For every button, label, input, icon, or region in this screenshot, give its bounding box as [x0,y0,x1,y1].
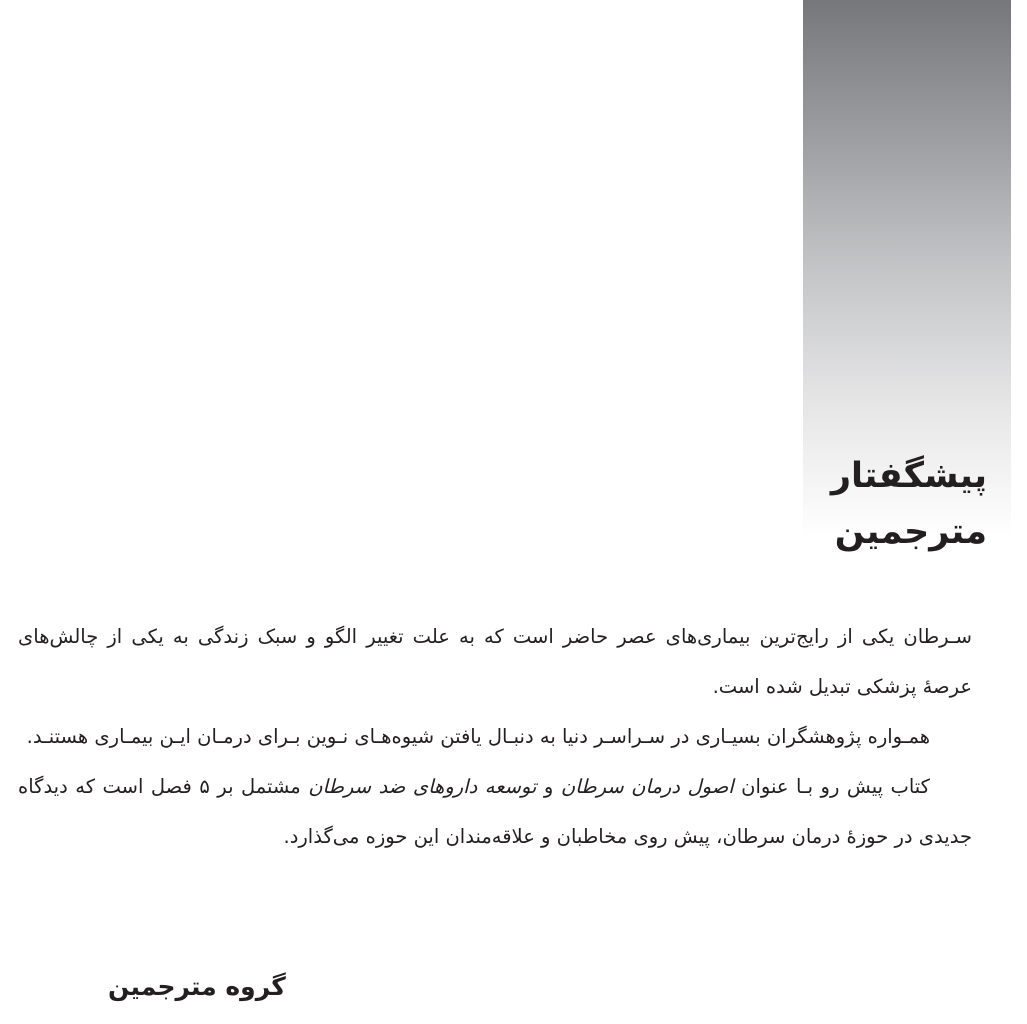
paragraph-3-intro: کتاب پیش رو بـا عنوان [733,775,930,798]
paragraph-3-connector: و [536,775,561,798]
paragraph-3 [18,762,972,862]
book-title-drug-development: توسعه داروهای ضد سرطان [308,775,537,798]
chapter-title [831,448,987,560]
book-title-principles: اصول درمان سرطان [560,775,734,798]
paragraph-2: همـواره پژوهشگران بسیـاری در سـراسـر دنیا به دنبـال یافتن شیوه‌هـای نـوین بـرای درمـان ایـن بیمـاری هستنـد. [26,725,930,748]
translators-signature: گروه مترجمین [108,972,286,1001]
chapter-title-line-2: مترجمین [834,512,987,552]
paragraph-1: سـرطان یکی از رایج‌ترین بیماری‌های عصر حاضر است که به علت تغییر الگو و سبک زندگی به یکی از چالش‌های عرصهٔ پزشکی تبدیل شده است. [18,625,972,698]
chapter-title-line-1: پیشگفتار [830,456,987,496]
preface-body [18,612,972,862]
paragraph-3-rest: مشتمل بر ۵ فصل است که دیدگاه جدیدی در حوزهٔ درمان سرطان، پیش روی مخاطبان و علاقه‌مندان این حوزه می‌گذارد. [18,775,972,848]
